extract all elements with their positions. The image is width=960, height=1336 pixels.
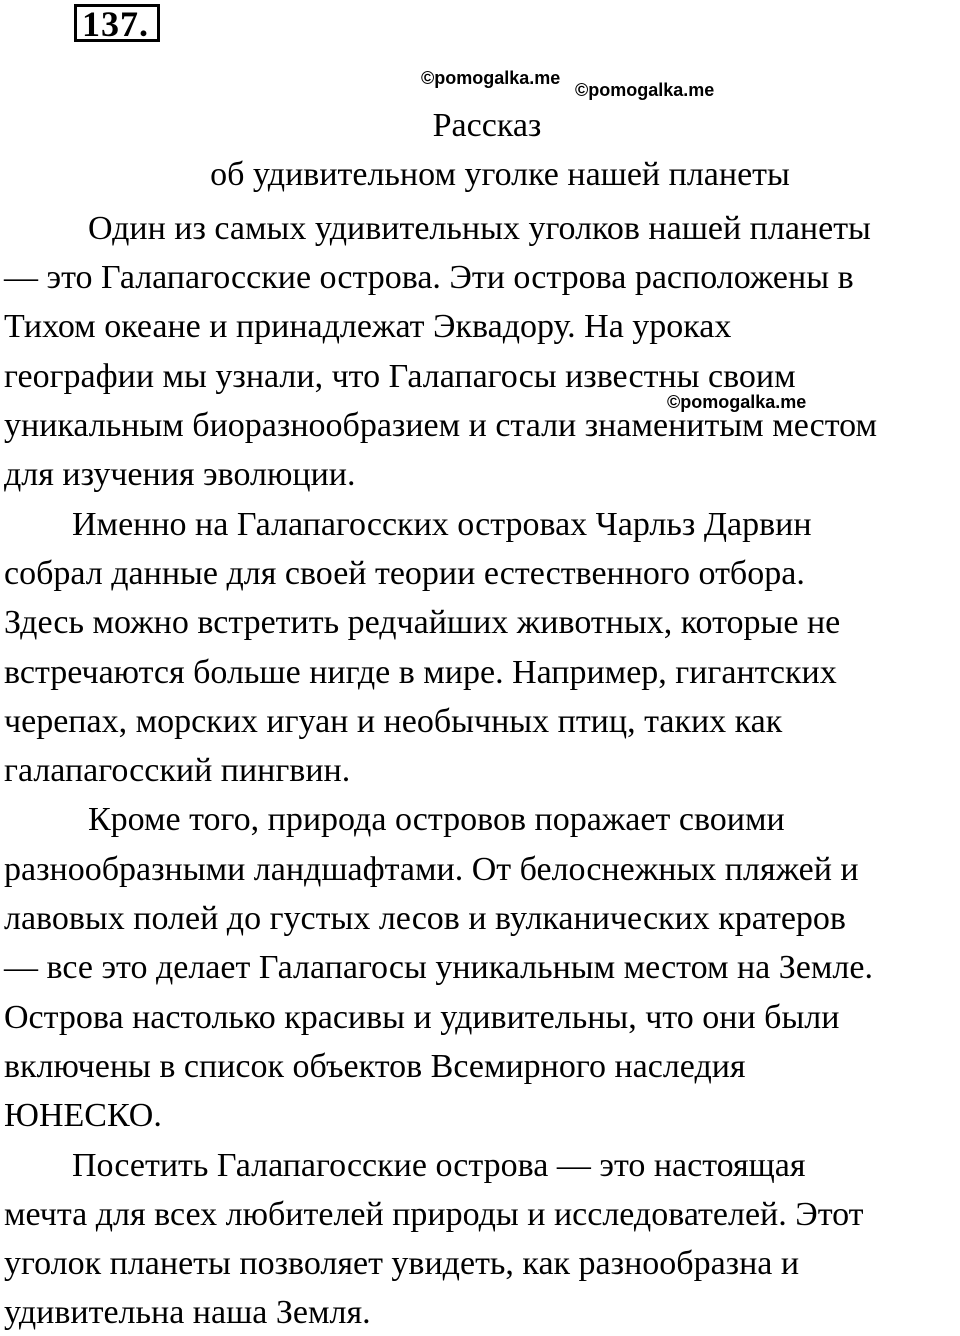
text-line: удивительна наша Земля. [4, 1294, 371, 1331]
text-line: черепах, морских игуан и необычных птиц, таких как [4, 703, 783, 740]
text-line: Кроме того, природа островов поражает своими [88, 801, 785, 838]
task-number: 137. [82, 4, 149, 44]
text-line: для изучения эволюции. [4, 456, 356, 493]
watermark: ©pomogalka.me [575, 80, 715, 100]
text-line: Именно на Галапагосских островах Чарльз Дарвин [72, 506, 812, 543]
text-line: уникальным биоразнообразием и стали знаменитым местом [4, 407, 878, 444]
text-line: — это Галапагосские острова. Эти острова расположены в [4, 259, 854, 296]
text-line: Здесь можно встретить редчайших животных, которые не [4, 604, 841, 641]
text-line: Острова настолько красивы и удивительны, что они были [4, 999, 840, 1036]
text-line: Тихом океане и принадлежат Эквадору. На уроках [4, 308, 732, 345]
text-line: географии мы узнали, что Галапагосы известны своим [4, 358, 796, 395]
story-subtitle: об удивительном уголке нашей планеты [210, 156, 790, 193]
text-line: лавовых полей до густых лесов и вулканических кратеров [4, 900, 846, 937]
watermark: ©pomogalka.me [667, 392, 807, 412]
text-line: встречаются больше нигде в мире. Например, гигантских [4, 654, 837, 691]
story-title: Рассказ [432, 107, 542, 144]
text-line: мечта для всех любителей природы и исследователей. Этот [4, 1196, 864, 1233]
text-line: Посетить Галапагосские острова — это настоящая [72, 1147, 806, 1184]
text-line: ЮНЕСКО. [4, 1097, 162, 1134]
text-line: — все это делает Галапагосы уникальным местом на Земле. [4, 949, 873, 986]
text-line: включены в список объектов Всемирного наследия [4, 1048, 746, 1085]
text-line: Один из самых удивительных уголков нашей планеты [88, 210, 871, 247]
text-line: галапагосский пингвин. [4, 752, 351, 789]
text-line: уголок планеты позволяет увидеть, как разнообразна и [4, 1245, 800, 1282]
text-line: собрал данные для своей теории естественного отбора. [4, 555, 805, 592]
text-line: разнообразными ландшафтами. От белоснежных пляжей и [4, 851, 859, 888]
watermark: ©pomogalka.me [421, 68, 561, 88]
